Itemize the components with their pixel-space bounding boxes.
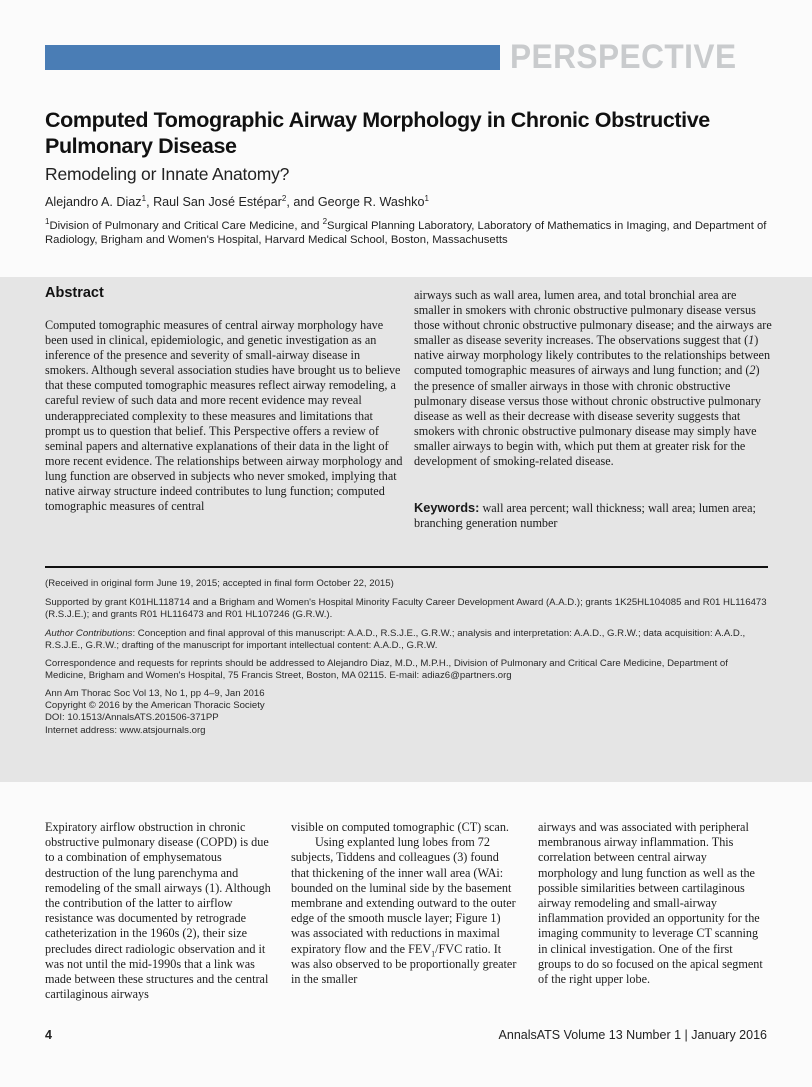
contributions-text: : Conception and final approval of this manuscript: A.A.D., R.S.J.E., G.R.W.; analysis and interpretation: A.A.D., G.R.W.; data acquisition: A.A.D., R.S.J.E., G.R.W.; drafting of the manuscript for important intellectual content: A.A.D., G.R.W. — [45, 628, 746, 652]
affiliations — [45, 217, 785, 247]
section-color-bar — [45, 45, 500, 70]
affiliation-mark: 1 — [424, 193, 429, 203]
contributions-label: Author Contributions — [45, 628, 133, 639]
abstract-text-left: Computed tomographic measures of central airway morphology have been used in clinical, epidemiologic, and genetic investigation as an inference of the presence and severity of small-airway disease in smokers. Although several association studies have brought us to believe that these computed tomographic measures reflect airway remodeling, a careful review of such data and more recent evidence may reveal underappreciated complexity to these measures and limitations that prompt us to question that belief. This Perspective offers a review of seminal papers and alternative explanations of their data in the light of more recent evidence. The relationships between airway morphology and lung function are observed in subjects who never smoked, implying that native airway structure indeed contributes to lung function; computed tomographic measures of central — [45, 318, 403, 514]
citation: Ann Am Thorac Soc Vol 13, No 1, pp 4–9, Jan 2016 — [45, 688, 265, 699]
author-list — [45, 194, 429, 210]
body-column-1: Expiratory airflow obstruction in chronic obstructive pulmonary disease (COPD) is due to a combination of emphysematous destruction of the lung parenchyma and remodeling of the small airways (1). Although the contribution of the latter to airflow resistance was documented by retrograde catheterization in the 1960s (2), their size precludes direct radiologic observation and it was not until the mid-1990s that a link was made between these structures and the central cartilaginous airways — [45, 820, 271, 1002]
doi: DOI: 10.1513/AnnalsATS.201506-371PP — [45, 712, 219, 724]
abstract-heading: Abstract — [45, 285, 104, 301]
paragraph — [291, 835, 519, 987]
affiliation-mark: 2 — [322, 217, 328, 227]
separator: , — [146, 195, 154, 209]
paragraph-text: /FVC ratio. It was also observed to be proportionally greater in the smaller — [291, 941, 517, 987]
copyright: Copyright © 2016 by the American Thoracic Society — [45, 700, 265, 712]
keywords — [414, 500, 774, 531]
correspondence-note: Correspondence and requests for reprints should be addressed to Alejandro Diaz, M.D., M.P.H., Division of Pulmonary and Critical Care Medicine, Department of Medicine, Brigham and Women's Hospital, 75 Francis Street, Boston, MA 02115. E-mail: adiaz6@partners.org — [45, 658, 728, 682]
author-name: Alejandro A. Diaz — [45, 195, 142, 209]
affiliation-text: Division of Pulmonary and Critical Care Medicine, and — [49, 220, 323, 232]
keywords-text: wall area percent; wall thickness; wall area; lumen area; branching generation number — [414, 501, 756, 531]
author-name: George R. Washko — [317, 195, 425, 209]
body-column-2 — [291, 820, 519, 987]
subscript: 1 — [431, 949, 436, 959]
author-name: Raul San José Estépar — [153, 195, 282, 209]
abstract-text-right — [414, 288, 774, 469]
body-column-3: airways and was associated with peripheral membranous airway inflammation. This correlation between central airway morphology and lung function as well as the possible similarities between cartilaginous airway remodeling and small-airway inflammation provided an opportunity for the imaging community to leverage CT scanning in clinical investigation. One of the first groups to do so focused on the apical segment of the right upper lobe. — [538, 820, 763, 987]
abstract-text: ) native airway morphology likely contributes to the relationships between computed tomographic measures of airways and lung function; and ( — [414, 333, 771, 378]
keywords-label: Keywords: — [414, 500, 480, 515]
divider-rule — [45, 566, 768, 568]
paragraph-text: Using explanted lung lobes from 72 subjects, Tiddens and colleagues (3) found that thickening of the inner wall area (WAi: bounded on the luminal side by the basement membrane and extending outward to the outer edge of the smooth muscle layer; Figure 1) was associated with reductions in maximal expiratory flow and the FEV — [291, 835, 516, 956]
paragraph: visible on computed tomographic (CT) scan. — [291, 820, 509, 834]
list-marker: 2 — [749, 363, 756, 378]
list-marker: 1 — [748, 333, 755, 348]
funding-note: Supported by grant K01HL118714 and a Brigham and Women's Hospital Minority Faculty Career Development Award (A.A.D.); grants 1K25HL104085 and R01 HL116473 (R.S.J.E.); and grants R01 HL116473 and R01 HL107246 (G.R.W.). — [45, 597, 767, 621]
article-subtitle: Remodeling or Innate Anatomy? — [45, 164, 290, 184]
affiliation-mark: 1 — [141, 193, 147, 203]
article-title: Computed Tomographic Airway Morphology in Chronic Obstructive Pulmonary Disease — [45, 108, 710, 158]
internet-address: Internet address: www.atsjournals.org — [45, 724, 206, 736]
section-label: PERSPECTIVE — [510, 38, 737, 76]
citation-block — [45, 688, 770, 737]
separator: , and — [286, 195, 318, 209]
page-number: 4 — [45, 1028, 52, 1042]
affiliation-text: Surgical Planning Laboratory, Laboratory of Mathematics in Imaging, and Department of Radiology, Brigham and Women's Hospital, Harvard Medical School, Boston, Massachusetts — [45, 220, 767, 246]
received-note: (Received in original form June 19, 2015; accepted in final form October 22, 2015) — [45, 578, 394, 589]
abstract-text: ) the presence of smaller airways in those with chronic obstructive pulmonary disease versus those without chronic obstructive pulmonary disease as well as their decrease with disease severity suggests that smokers with chronic obstructive pulmonary disease may simply have smaller airways to begin with, which put them at greater risk for the development of smoking-related disease. — [414, 363, 761, 469]
contributions-note — [45, 628, 770, 652]
abstract-text: airways such as wall area, lumen area, and total bronchial area are smaller in smokers with chronic obstructive pulmonary disease versus those without chronic obstructive pulmonary disease; and the airways are smaller as disease severity increases. The observations suggest that ( — [414, 288, 772, 348]
affiliation-mark: 1 — [45, 217, 50, 227]
affiliation-mark: 2 — [281, 193, 287, 203]
journal-footer: AnnalsATS Volume 13 Number 1 | January 2016 — [498, 1028, 767, 1042]
